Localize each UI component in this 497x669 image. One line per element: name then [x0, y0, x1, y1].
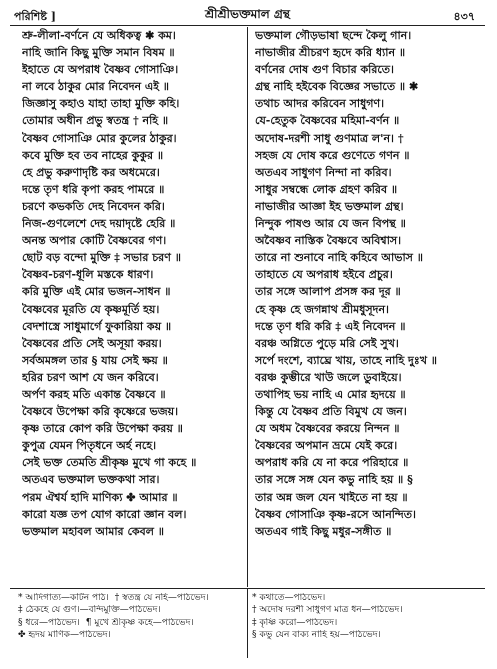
- verse-line: তোমার অধীন প্রভু স্বতন্ত্র † নহি ॥: [22, 114, 169, 128]
- verse-line: তথাচ আদর করিবেন সাধুগণ।: [255, 97, 385, 111]
- verse-line: সর্পে দংশে, ব্যাঘ্রে খায়, তাহে নাহি দুঃখ ॥: [255, 353, 437, 367]
- footnotes-right: [252, 593, 480, 643]
- verse-line: অর্পণ করহ মতি একান্ত বৈষ্ণবে ॥: [22, 387, 166, 401]
- verse-line: হরির চরণ আশ যে জন করিবে।: [22, 370, 159, 384]
- verse-line: শ্রু-লীলা-বর্ণনে যে অধিকত্ব ✱ কম।: [22, 29, 176, 42]
- verse-line: অপরাধ করি যে না করে পরিহারে ॥: [255, 456, 409, 470]
- verse-line: চরণে কভকতি দেহ নিবেদন করি।: [22, 199, 165, 213]
- footnote-divider: [247, 588, 248, 658]
- verse-line: গ্রন্থ নাহি হইবেক বিজ্ঞের সভাতে ॥ ✱: [255, 80, 419, 94]
- footnote: * আদিগাত্য—কটিন পাঠ।: [18, 593, 109, 603]
- verse-line: দন্তে তৃণ ধরি কৃপা করহ পামরে ॥: [22, 182, 165, 196]
- verse-line: তারে না শুনাবে নাহি কহিবে আভাস ॥: [255, 251, 423, 265]
- verse-line: হে কৃষ্ণ হে জগন্নাথ শ্রীমধুসূদন।: [255, 302, 389, 316]
- verse-line: যে-হেতুক বৈষ্ণবের মহিমা-বর্ণন ॥: [255, 114, 400, 128]
- verse-line: নিজ-গুণলেশে দেহ দয়াদৃষ্টে হেরি ॥: [22, 217, 176, 231]
- footnote-row: [252, 618, 480, 630]
- footnote: ‡ ঠেকহে যে গুণ।—বন্দিমুক্তি—পাঠভেদ।: [18, 605, 161, 616]
- verse-line: অদোষ-দরশী সাধু গুণমাত্র ল'ন। †: [255, 131, 404, 145]
- verse-line: কৃষ্ণ তারে কোপ করি উপেক্ষা করয় ॥: [22, 422, 183, 436]
- verse-line: কিন্তু যে বৈষ্ণব প্রতি বিমুখ যে জন।: [255, 405, 407, 419]
- verse-line: বৈষ্ণব-চরণ-ধূলি মস্তকে ধারণ।: [22, 268, 154, 282]
- verse-line: ইহাতে যে অপরাধ বৈষ্ণব গোসাঞি।: [22, 63, 179, 77]
- verse-line: সাধুর সম্বন্ধে লোক গ্রহণ করিব ॥: [255, 182, 398, 196]
- verse-line: হে প্রভু করুণাদৃষ্টি কর অধমেরে।: [22, 165, 160, 179]
- column-divider: [247, 27, 248, 587]
- left-column: [22, 27, 241, 540]
- verse-line: নিন্দুক পাষণ্ড আর যে জন বিপন্থ ॥: [255, 217, 406, 231]
- verse-line: তার সঙ্গে সঙ্গ যেন কভু নাহি হয় ॥ §: [255, 473, 413, 487]
- verse-line: নাভাজীর আজ্ঞা ইহ ভক্তমাল গ্রন্থ।: [255, 199, 404, 213]
- verse-line: কুপুত্র যেমন পিতৃধনে অর্হ নহে।: [22, 439, 157, 453]
- verse-line: অতএব সাধুগণ নিন্দা না করিব।: [255, 165, 392, 179]
- verse-line: বরঞ্চ অগ্নিতে পুড়ে মরি সেই সুখ।: [255, 336, 399, 350]
- verse-line: তাহাতে যে অপরাধ হইবে প্রচুর।: [255, 268, 393, 282]
- footnote-row: [18, 593, 242, 605]
- verse-line: বৈষ্ণব গোসাঞি মোর কুলের ঠাকুর।: [22, 131, 177, 145]
- footnote: ✤ হৃদয় মাণিক—পাঠভেদ।: [18, 630, 111, 641]
- footnote-row: [252, 605, 480, 617]
- footnote-row: [252, 593, 480, 605]
- verse-line: কারো যজ্ঞ তপ যোগ কারো জ্ঞান বল।: [22, 507, 187, 521]
- verse-line: তার সঙ্গে আলাপ প্রসঙ্গ কর দূর ॥: [255, 285, 401, 299]
- verse-line: দন্তে তৃণ ধরি করি ‡ এই নিবেদন ॥: [255, 319, 406, 333]
- verse-line: পরম ঐশ্বর্য হাদি মাণিক্য ✤ আমার ॥: [22, 490, 178, 504]
- verse-line: অতএব গাই কিছু মধুর-সঙ্গীত ॥: [255, 524, 392, 538]
- verse-line: বরঞ্চ কুম্ভীরে খাউ জলে ডুবাইয়ে।: [255, 370, 402, 384]
- verse-line: তার অন্ন জল যেন খাইতে না হয় ॥: [255, 490, 408, 504]
- verse-line: সর্বঅমঙ্গল তার § যায় সেই ক্ষয় ॥: [22, 353, 168, 367]
- verse-line: বৈষ্ণব গোসাঞি কৃষ্ণ-রসে আনন্দিত।: [255, 507, 416, 521]
- verse-line: নাহি জানি কিছু মুক্তি সমান বিষম ॥: [22, 46, 175, 60]
- verse-line: জিজ্ঞাসু কহাও যাহা তাহা মুক্তি কহি।: [22, 97, 180, 111]
- right-column: [255, 27, 479, 540]
- verse-line: বৈষ্ণবের প্রতি সেই অসূয়া করয়।: [22, 336, 162, 350]
- verse-line: সহজ যে দোষ করে গুণেতে গণন ॥: [255, 148, 410, 162]
- footnote: * কথাতে—পাঠভেদ।: [252, 593, 326, 603]
- header-rule: [10, 25, 485, 26]
- page-header: [10, 4, 485, 26]
- verse-line: বৈষ্ণবে উপেক্ষা করি কৃষ্ণেরে ভজয়।: [22, 405, 179, 419]
- verse-line: বর্ণনের দোষ গুণ বিচার করিতে।: [255, 63, 394, 77]
- verse-line: ভক্তমাল গৌড়ভাষা ছন্দে কৈলু গান।: [255, 29, 412, 42]
- verse-line: অনন্ত অপার কোটি বৈষ্ণবের গণ।: [22, 234, 167, 248]
- footnote-row: [18, 630, 242, 642]
- verse-line: করি মুক্তি এই মোর ভজন-সাধন ॥: [22, 285, 171, 299]
- section-label: পরিশিষ্ট ]: [14, 10, 56, 23]
- page-number: ৪৩৭: [453, 10, 475, 23]
- footnote: § কভু যেন বাক্য নাহি হয়—পাঠভেদ।: [252, 630, 381, 641]
- footnote: ‡ কৃষ্ণি করো—পাঠভেদ।: [252, 617, 338, 628]
- footnote: ¶ মুখে শ্রীকৃষ্ণ কহে—পাঠভেদ।: [85, 617, 194, 628]
- running-title: শ্রীশ্রীভক্তমাল গ্রন্থ: [205, 7, 290, 21]
- footnote: † অদোষ দরশী সাধুগণ মাত্র ধন—পাঠভেদ।: [252, 605, 403, 616]
- verse-line: যে অধম বৈষ্ণবের করয়ে নিন্দন ॥: [255, 422, 400, 436]
- footnote: § ধরে—পাঠভেদ।: [18, 617, 80, 628]
- verse-line: বেদশাস্ত্রে সাধুমার্গে ফুকারিয়া কয় ॥: [22, 319, 172, 333]
- verse-line: বৈষ্ণবের মূরতি যে কৃষ্ণমূর্তি হয়।: [22, 302, 160, 316]
- verse-line: কবে মুক্তি হব তব নাহের কুকুর ॥: [22, 148, 164, 162]
- verse-line: সেই ভক্ত তেমতি শ্রীকৃষ্ণ মুখে গা কহে ॥: [22, 456, 197, 470]
- verse-line: অবৈষ্ণব নাস্তিক বৈষ্ণবে অবিশ্বাস।: [255, 234, 402, 248]
- verse-line: তথাপিহ ভয় নাহি এ মোর হৃদয়ে ॥: [255, 387, 406, 401]
- verse-line: অতএব ভক্তমাল ভক্তকথা সার।: [22, 473, 160, 487]
- verse-line: ছোট বড় বন্দো মুক্তি ‡ সভার চরণ ॥: [22, 251, 181, 265]
- footnote-row: [18, 618, 242, 630]
- footnotes-left: [18, 593, 242, 643]
- footnote: † স্বতন্ত্র যে নহি—পাঠভেদ।: [114, 593, 209, 603]
- footnote-row: [252, 630, 480, 642]
- verse-line: ভক্তমাল মহাবল আমার কেবল ॥: [22, 524, 164, 538]
- verse-line: না লবে ঠাকুর মোর নিবেদন এই ॥: [22, 80, 170, 94]
- verse-line: বৈষ্ণবের অপমান ভ্রমে যেই করে।: [255, 439, 398, 453]
- verse-line: নাভাজীর শ্রীচরণ হৃদে করি ধ্যান ॥: [255, 46, 406, 60]
- footnote-row: [18, 605, 242, 617]
